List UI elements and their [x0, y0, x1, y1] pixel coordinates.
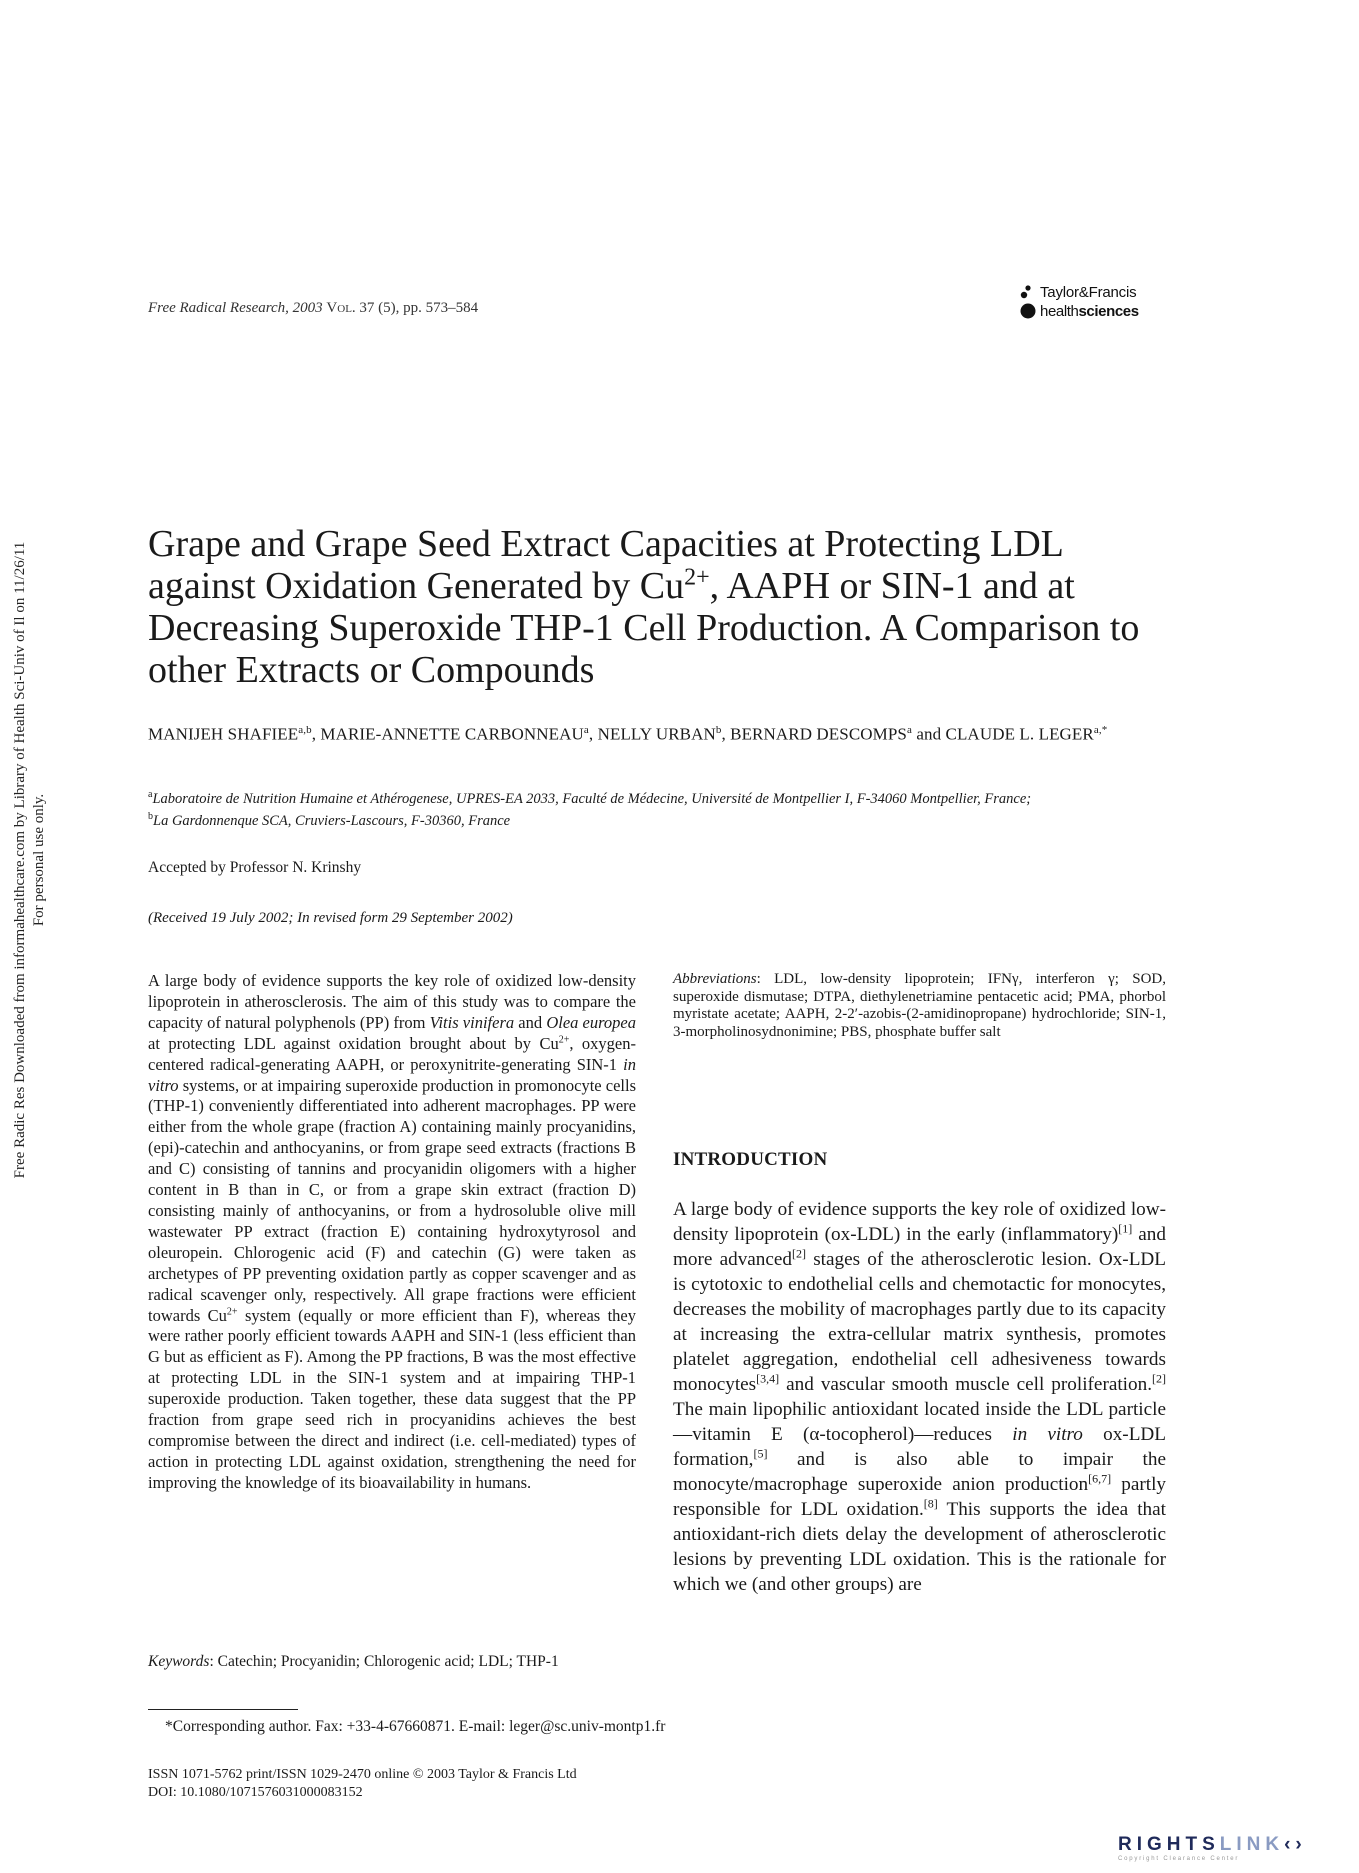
- abstract-text-6: system (equally or more efficient than F), whereas they were rather poorly efficient towards AAPH and SIN-1 (less efficient than G but as efficient as F). Among the PP fractions, B was the most effective at protecting LDL in the SIN-1 system and at impairing THP-1 superoxide production. Taken together, these data suggest that the PP fraction from grape seed rich in procyanidins achieves the best compromise between the direct and indirect (i.e. cell-mediated) types of action in protecting LDL against oxidation, strengthening the need for improving the knowledge of its bioavailability in humans.: [148, 1305, 637, 1492]
- author-4-sup: a: [906, 724, 912, 736]
- issn-line: ISSN 1071-5762 print/ISSN 1029-2470 online © 2003 Taylor & Francis Ltd: [148, 1767, 577, 1782]
- intro-ref-6: [6,7]: [1088, 1471, 1112, 1486]
- accepted-by: Accepted by Professor N. Krinshy: [148, 859, 362, 876]
- affiliation-a-sup: a: [148, 789, 153, 800]
- publisher-logo: [1018, 283, 1166, 323]
- abstract: [148, 971, 636, 1494]
- intro-text-7: and is also able to impair the monocyte/macrophage superoxide anion production: [673, 1449, 1166, 1495]
- intro-text-2: and more advanced: [673, 1224, 1166, 1270]
- author-2: , MARIE-ANNETTE CARBONNEAU: [311, 724, 584, 744]
- abstract-cu-sup-2: 2+: [226, 1306, 238, 1317]
- publisher-logo-icon: [1018, 283, 1038, 323]
- publisher-health: health: [1040, 303, 1079, 320]
- journal-vol-pages: . 37 (5), pp. 573–584: [351, 300, 479, 316]
- abstract-text-5: systems, or at impairing superoxide production in promonocyte cells (THP-1) conveniently differentiated into adherent macrophages. PP were either from the whole grape (fraction A) containing mainly procyanidins, (epi)-catechin and anthocyanins, or from grape seed extracts (fractions B and C) consisting of tannins and procyanidin oligomers with a higher content in B than in C, or from a grape skin extract (fraction D) consisting mainly of anthocyanins, or from a hydrosoluble olive mill wastewater PP extract (fraction E) containing hydroxytyrosol and oleuropein. Chlorogenic acid (F) and catechin (G) were taken as archetypes of PP preventing oxidation partly as copper scavenger and as radical scavenger only, respectively. All grape fractions were efficient towards Cu: [148, 1075, 636, 1325]
- affiliation-a: [148, 786, 1166, 808]
- title-part-1: Grape and Grape Seed Extract Capacities at Protecting LDL against Oxidation Generated by Cu: [148, 523, 1063, 607]
- journal-name: Free Radical Research: [148, 300, 286, 316]
- affiliation-b: [148, 808, 1166, 830]
- abstract-invitro: in vitro: [148, 1054, 636, 1095]
- affiliation-a-text: Laboratoire de Nutrition Humaine et Athérogenese, UPRES-EA 2033, Faculté de Médecine, Université de Montpellier I, F-34060 Montpellier, France;: [152, 790, 1032, 807]
- intro-ref-1: [1]: [1118, 1221, 1133, 1236]
- title-sup: 2+: [684, 564, 710, 591]
- intro-text-9: This supports the idea that antioxidant-rich diets delay the development of atherosclerotic lesions by preventing LDL oxidation. This is the rationale for which we (and other groups) are: [673, 1499, 1166, 1595]
- author-3-sup: b: [715, 724, 722, 736]
- keywords-text: : Catechin; Procyanidin; Chlorogenic acid; LDL; THP-1: [209, 1653, 559, 1670]
- publisher-name: Taylor&Francis: [1040, 284, 1137, 301]
- author-1: MANIJEH SHAFIEE: [148, 724, 299, 744]
- introduction-text: [673, 1197, 1166, 1597]
- watermark-line-1: Free Radic Res Downloaded from informahealthcare.com by Library of Health Sci-Univ of Il on 11/26/11: [12, 541, 28, 1179]
- abstract-text-4: , oxygen-centered radical-generating AAPH, or peroxynitrite-generating SIN-1: [148, 1033, 636, 1074]
- journal-vol-label: Vol: [326, 300, 352, 316]
- affiliations: [148, 786, 1166, 830]
- abbreviations: [673, 971, 1166, 1041]
- author-3: , NELLY URBAN: [588, 724, 716, 744]
- author-4: , BERNARD DESCOMPS: [721, 724, 907, 744]
- publisher-sciences: sciences: [1078, 303, 1139, 320]
- intro-text-1: A large body of evidence supports the key role of oxidized low-density lipoprotein (ox-LDL) in the early (inflammatory): [673, 1199, 1166, 1245]
- affiliation-b-text: La Gardonnenque SCA, Cruviers-Lascours, F-30360, France: [153, 812, 511, 829]
- abstract-text-2: and: [514, 1012, 547, 1032]
- intro-text-6: ox-LDL formation,: [673, 1424, 1166, 1470]
- journal-citation: [148, 300, 478, 317]
- keywords: [148, 1653, 636, 1671]
- abbreviations-text: : LDL, low-density lipoprotein; IFNγ, interferon γ; SOD, superoxide dismutase; DTPA, diethylenetriamine pentacetic acid; PMA, phorbol myristate acetate; AAPH, 2-2′-azobis-(2-amidinopropane) hydrochloride; SIN-1, 3-morpholinosydnonimine; PBS, phosphate buffer salt: [673, 971, 1166, 1040]
- doi-line: DOI: 10.1080/1071576031000083152: [148, 1785, 363, 1800]
- journal-year: , 2003: [285, 300, 323, 316]
- rightslink-subtitle: Copyright Clearance Center: [1118, 1856, 1240, 1862]
- rightslink-logo: [1118, 1834, 1346, 1866]
- rightslink-arrow-icon: ‹›: [1284, 1834, 1307, 1855]
- affiliation-b-sup: b: [148, 810, 153, 822]
- article-title: [148, 523, 1166, 691]
- rightslink-link: LINK: [1219, 1834, 1285, 1855]
- intro-ref-4: [2]: [1152, 1371, 1166, 1386]
- abstract-vitis: Vitis vinifera: [429, 1012, 515, 1032]
- keywords-label: Keywords: [148, 1653, 210, 1670]
- intro-text-8: partly responsible for LDL oxidation.: [673, 1474, 1166, 1520]
- intro-ref-5: [5]: [753, 1446, 768, 1461]
- abbreviations-label: Abbreviations: [673, 971, 757, 987]
- intro-ref-3: [3,4]: [756, 1371, 780, 1386]
- side-watermark: [0, 0, 60, 1873]
- abstract-text-3: at protecting LDL against oxidation brought about by Cu: [148, 1033, 559, 1053]
- rightslink-rights: RIGHTS: [1118, 1834, 1220, 1855]
- title-part-2: , AAPH or SIN-1 and at Decreasing Superoxide THP-1 Cell Production. A Comparison to other Extracts or Compounds: [148, 565, 1140, 691]
- abstract-text-1: A large body of evidence supports the key role of oxidized low-density lipoprotein in atherosclerosis. The aim of this study was to compare the capacity of natural polyphenols (PP) from: [148, 971, 636, 1032]
- abstract-cu-sup: 2+: [558, 1034, 570, 1046]
- author-5: and CLAUDE L. LEGER: [911, 724, 1094, 744]
- author-list: [148, 720, 1166, 745]
- issn-block: [148, 1766, 577, 1802]
- author-5-sup: a,*: [1093, 724, 1108, 736]
- footnote-rule: [148, 1709, 298, 1710]
- intro-invitro: in vitro: [1012, 1424, 1083, 1445]
- intro-text-5: The main lipophilic antioxidant located inside the LDL particle—vitamin E (α-tocopherol)—reduces: [673, 1399, 1166, 1445]
- intro-text-3: stages of the atherosclerotic lesion. Ox-LDL is cytotoxic to endothelial cells and chemotactic for monocytes, decreases the mobility of macrophages partly due to its capacity at increasing the extra-cellular matrix synthesis, promotes platelet aggregation, endothelial cell adhesiveness towards monocytes: [673, 1249, 1166, 1395]
- watermark-line-2: For personal use only.: [31, 793, 47, 927]
- intro-ref-2: [2]: [792, 1246, 807, 1261]
- intro-ref-7: [8]: [923, 1496, 938, 1511]
- author-1-sup: a,b: [298, 724, 312, 736]
- corresponding-author-footnote: *Corresponding author. Fax: +33-4-67660871. E-mail: leger@sc.univ-montp1.fr: [165, 1718, 666, 1735]
- intro-text-4: and vascular smooth muscle cell proliferation.: [779, 1374, 1152, 1395]
- received-dates: (Received 19 July 2002; In revised form 29 September 2002): [148, 910, 513, 926]
- introduction-heading: INTRODUCTION: [673, 1149, 828, 1170]
- author-2-sup: a: [583, 724, 589, 736]
- abstract-olea: Olea europea: [546, 1012, 637, 1032]
